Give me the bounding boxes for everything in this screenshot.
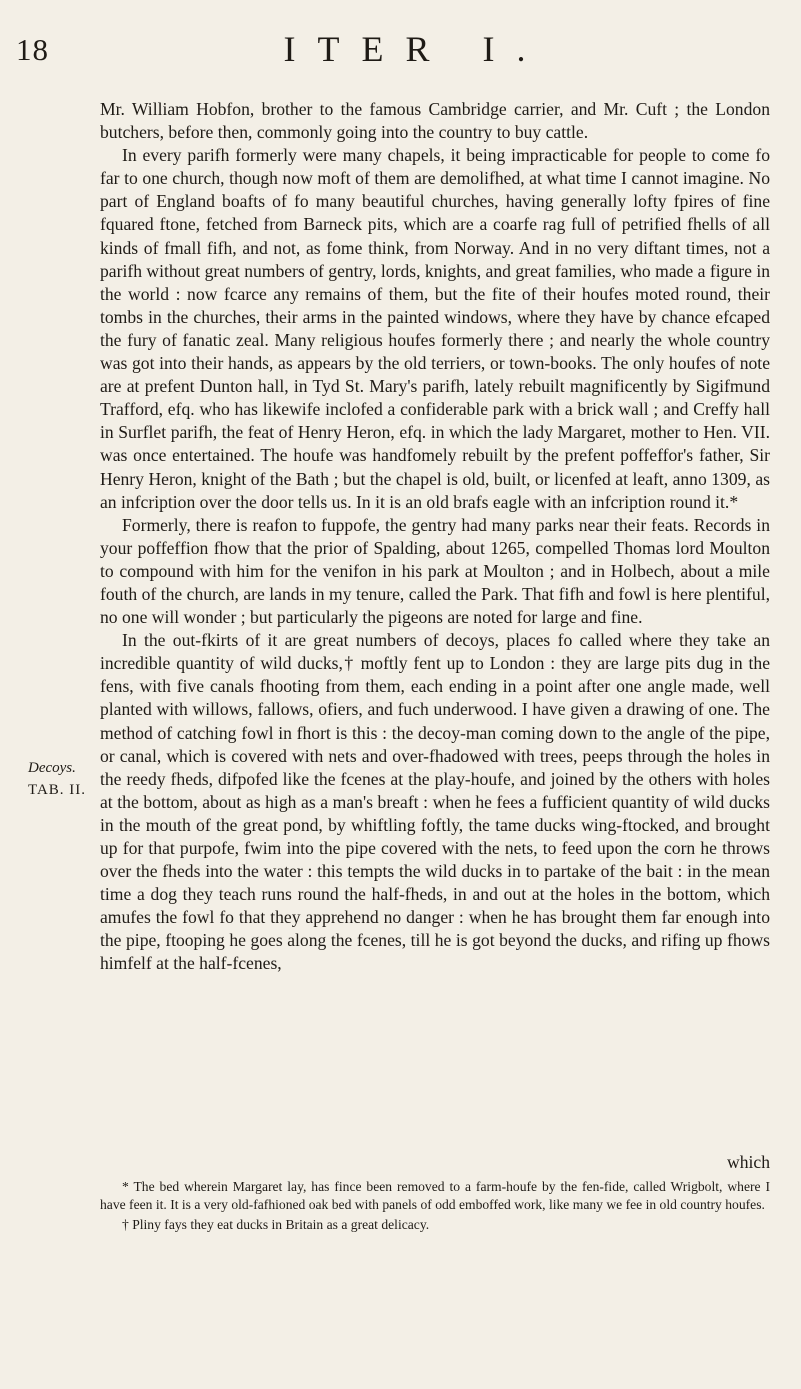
margin-note-decoys: Decoys. <box>28 760 76 776</box>
paragraph: Formerly, there is reafon to fuppofe, the gentry had many parks near their feats. Records in your poffeffion fhow that the prior of Spalding, about 1265, compelled Thomas lord Moulton to compound with him for the venifon in his park at Moulton ; and in Holbech, about a mile fouth of the church, are lands in my tenure, called the Park. That fifh and fowl is here plentiful, no one will wonder ; but particularly the pigeons are noted for large and fine. <box>100 514 770 628</box>
running-title: ITER I. <box>283 29 548 69</box>
paragraph: Mr. William Hobfon, brother to the famous Cambridge carrier, and Mr. Cuft ; the London butchers, before then, commonly going into the country to buy cattle. <box>100 99 770 143</box>
paragraph: In the out-fkirts of it are great numbers of decoys, places fo called where they take an incredible quantity of wild ducks,† moftly fent up to London : they are large pits dug in the fens, with five canals fhooting from them, each ending in a point after one angle made, well planted with willows, fallows, ofiers, and fuch underwood. I have given a drawing of one. The method of catching fowl in fhort is this : the decoy-man coming down to the angle of the pipe, or canal, which is covered with nets and over-fhadowed with trees, peeps through the holes in the reedy fheds, difpofed like the fcenes at the play-houfe, and joined by the others with holes at the bottom, about as high as a man's breaft : when he fees a fufficient quantity of wild ducks in the mouth of the great pond, by whiftling foftly, the tame ducks wing-ftocked, and brought up for that purpofe, fwim into the pipe covered with the nets, to feed upon the corn he throws over the fheds into the water : this tempts the wild ducks in to partake of the bait : in the mean time a dog they teach runs round the half-fheds, in and out at the holes in the bottom, which amufes the fowl fo that they apprehend no danger : when he has brought them far enough into the pipe, ftooping he goes along the fcenes, till he is got beyond the ducks, and rifing up fhows himfelf at the half-fcenes, <box>100 630 770 974</box>
catchword: which <box>727 1152 770 1172</box>
page-number: 18 <box>16 32 49 67</box>
footnote: * The bed wherein Margaret lay, has fince been removed to a farm-houfe by the fen-fide, called Wrigbolt, where I have feen it. It is a very old-fafhioned oak bed with panels of odd emboffed work, like many we fee in old country houfes. <box>100 1179 770 1212</box>
paragraph: In every parifh formerly were many chapels, it being impracticable for people to come fo far to one church, though now moft of them are demolifhed, at what time I cannot imagine. No part of England boafts of fo many beautiful churches, having generally lofty fpires of fine fquared ftone, fetched from Barneck pits, which are a coarfe rag full of petrified fhells of all kinds of fmall fifh, and not, as fome think, from Norway. And in no very diftant times, not a parifh without great numbers of gentry, lords, knights, and great families, who made a figure in the world : now fcarce any remains of them, but the fite of their houfes moted round, their tombs in the churches, their arms in the painted windows, where they have by chance efcaped the fury of fanatic zeal. Many religious houfes formerly there ; and nearly the whole country was got into their hands, as appears by the old terriers, or town-books. The only houfes of note are at prefent Dunton hall, in Tyd St. Mary's parifh, lately rebuilt magnificently by Sigifmund Trafford, efq. who has likewife inclofed a confiderable park with a brick wall ; and Creffy hall in Surflet parifh, the feat of Henry Heron, efq. in which the lady Margaret, mother to Hen. VII. was once entertained. The houfe was handfomely rebuilt by the prefent poffeffor's father, Sir Henry Heron, knight of the Bath ; but the chapel is old, built, or licenfed at leaft, anno 1309, as an infcription over the door tells us. In it is an old brafs eagle with an infcription round it.* <box>100 145 770 512</box>
footnotes <box>100 1178 770 1235</box>
margin-note-plate: TAB. II. <box>28 782 87 798</box>
page-header <box>16 28 775 78</box>
main-text <box>100 98 770 976</box>
footnote: † Pliny fays they eat ducks in Britain as a great delicacy. <box>122 1216 430 1232</box>
